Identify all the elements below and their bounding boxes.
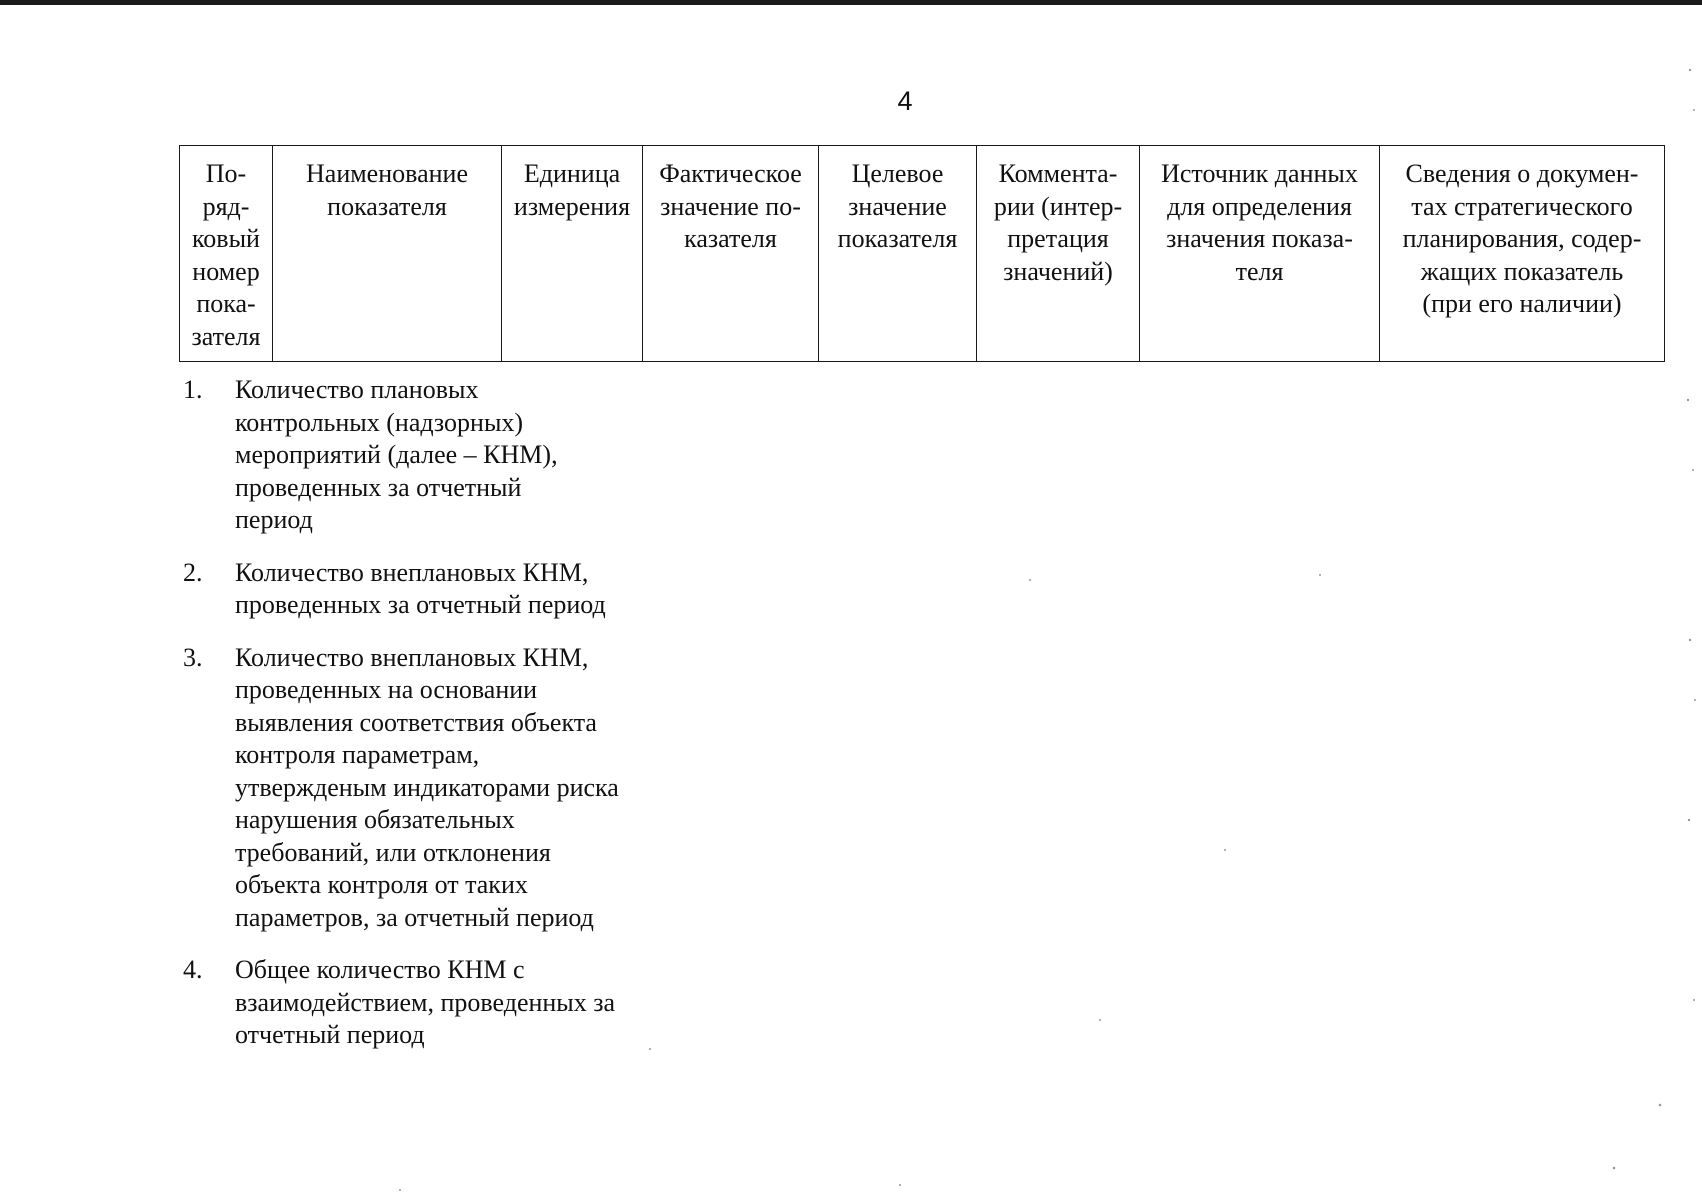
indicator-table xyxy=(179,145,1665,362)
header-cell-data-source: Источник данных для определения значения показа- теля xyxy=(1140,146,1380,362)
header-cell-strategic-documents: Сведения о докумен- тах стратегического планирования, содер- жащих показатель (при его наличии) xyxy=(1380,146,1665,362)
header-cell-comments: Коммента- рии (интер- претация значений) xyxy=(977,146,1140,362)
header-cell-target-value: Целевое значение показателя xyxy=(819,146,977,362)
list-item-number: 1. xyxy=(183,375,203,404)
header-cell-indicator-name: Наименование показателя xyxy=(273,146,502,362)
top-border-line xyxy=(0,0,1702,5)
table-header-row xyxy=(180,146,1665,362)
list-item-number: 3. xyxy=(183,642,203,672)
list-item-text: Количество внеплановых КНМ, проведенных за отчетный период xyxy=(235,557,606,619)
list-item-text: Количество плановых контрольных (надзорных) мероприятий (далее – КНМ), проведенных за отчетный период xyxy=(235,375,558,534)
list-item xyxy=(179,642,679,935)
list-item xyxy=(179,374,679,537)
list-item-number: 4. xyxy=(183,955,203,984)
list-item-number: 2. xyxy=(183,557,203,587)
list-item-text: Количество внеплановых КНМ, проведенных на основании выявления соответствия объекта контроля параметрам, утвержденым индикаторами риска нарушения обязательных требований, или отклонения объекта контроля от таких параметров, за отчетный период xyxy=(235,642,619,932)
list-item xyxy=(179,954,679,1052)
indicator-list xyxy=(179,374,679,1072)
header-cell-serial-number: По- ряд- ковый номер пока- зателя xyxy=(180,146,273,362)
header-cell-actual-value: Фактическое значение по- казателя xyxy=(643,146,819,362)
list-item-text: Общее количество КНМ с взаимодействием, проведенных за отчетный период xyxy=(235,955,616,1049)
header-cell-unit: Единица измерения xyxy=(502,146,643,362)
page-number: 4 xyxy=(897,86,913,116)
list-item xyxy=(179,557,679,622)
